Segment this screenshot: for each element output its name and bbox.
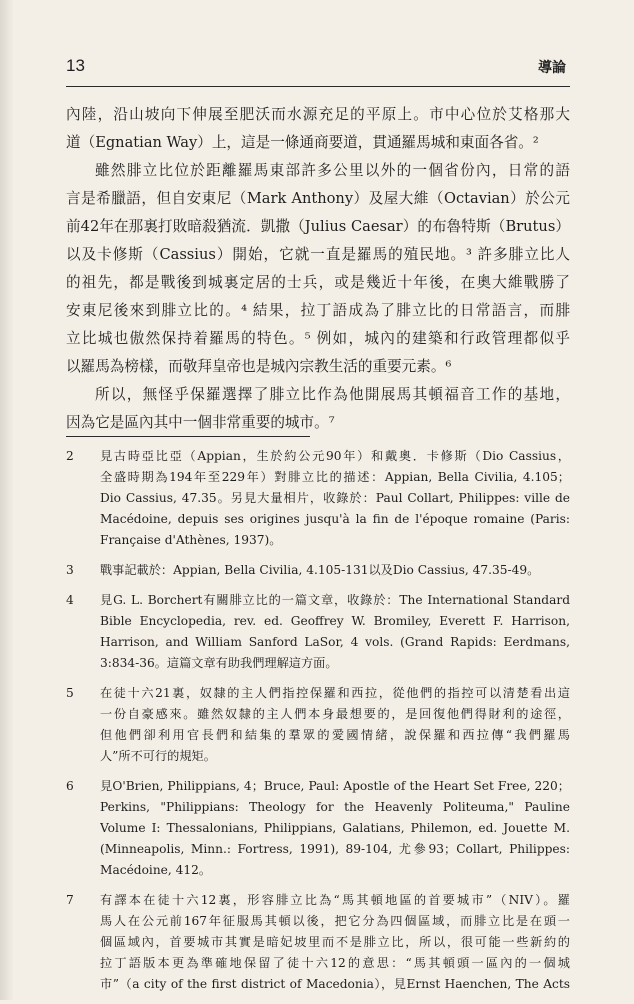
footnote-line: Dio Cassius, 47.35。另見大量相片，收錄於：Paul Collart, Philippes: ville de — [100, 491, 570, 505]
footnote-2 — [66, 446, 570, 551]
footnote-6 — [66, 776, 570, 881]
footnote-line: Macédoine, depuis ses origines jusqu'à la fin de l'époque romaine (Paris: — [100, 512, 570, 526]
footnote-line: 一份自豪感來。雖然奴隸的主人們本身最想要的，是回復他們得財利的途徑， — [100, 707, 570, 721]
spine-shadow — [0, 0, 14, 1000]
footnote-number: 2 — [66, 449, 74, 463]
body-line: 因為它是區內其中一個非常重要的城市。⁷ — [66, 414, 335, 431]
body-line: 的祖先，都是戰後到城裏定居的士兵，或是幾近十年後，在奧大維戰勝了 — [66, 274, 570, 291]
footnote-line: Harrison, and William Sanford LaSor, 4 vols. (Grand Rapids: Eerdmans, — [100, 635, 570, 649]
footnote-line: Française d'Athènes, 1937)。 — [100, 533, 282, 547]
footnote-line: 但他們卻利用官長們和結集的羣眾的愛國情緒，說保羅和西拉傳“我們羅馬 — [100, 728, 570, 742]
header-rule — [66, 86, 570, 87]
page-number: 13 — [66, 56, 85, 75]
body-line: 前42年在那裏打敗暗殺猶流．凱撒（Julius Caesar）的布魯特斯（Brutus） — [66, 218, 570, 235]
body-line: 安東尼後來到腓立比的。⁴ 結果，拉丁語成為了腓立比的日常語言，而腓 — [66, 302, 570, 319]
footnote-line: 拉丁語版本更為準確地保留了徒十六12的意思：“馬其頓頭一區內的一個城 — [100, 956, 570, 970]
footnote-line: Macédoine, 412。 — [100, 863, 212, 877]
footnote-number: 6 — [66, 779, 74, 793]
body-line: 道（Egnatian Way）上，這是一條通商要道，貫通羅馬城和東面各省。² — [66, 134, 539, 151]
footnote-line: Bible Encyclopedia, rev. ed. Geoffrey W. Bromiley, Everett F. Harrison, — [100, 614, 570, 628]
footnote-5 — [66, 683, 570, 767]
footnote-line: 市”（a city of the first district of Macedonia），見Ernst Haenchen, The Acts — [100, 977, 570, 991]
footnote-number: 7 — [66, 893, 74, 907]
body-line: 內陸，沿山坡向下伸展至肥沃而水源充足的平原上。市中心位於艾格那大 — [66, 106, 570, 123]
footnote-7 — [66, 890, 570, 995]
body-line: 以羅馬為榜樣，而敬拜皇帝也是城內宗教生活的重要元素。⁶ — [66, 358, 452, 375]
footnotes — [66, 446, 570, 1004]
footnote-number: 5 — [66, 686, 74, 700]
body-line: 所以，無怪乎保羅選擇了腓立比作為他開展馬其頓福音工作的基地， — [95, 386, 570, 403]
footnote-line: 見G. L. Borchert有關腓立比的一篇文章，收錄於：The International Standard — [100, 593, 570, 607]
body-line: 言是希臘語，但自安東尼（Mark Anthony）及屋大維（Octavian）於公元 — [66, 190, 570, 207]
footnote-line: 3:834-36。這篇文章有助我們理解這方面。 — [100, 656, 338, 670]
footnote-line: 馬人在公元前167年征服馬其頓以後，把它分為四個區域，而腓立比是在頭一 — [100, 914, 570, 928]
footnote-line: 見古時亞比亞（Appian，生於約公元90年）和戴奧．卡修斯（Dio Cassius， — [100, 449, 570, 463]
footnote-4 — [66, 590, 570, 674]
footnote-line: 全盛時期為194年至229年）對腓立比的描述：Appian, Bella Civilia, 4.105； — [100, 470, 570, 484]
footnote-number: 4 — [66, 593, 74, 607]
body-line: 以及卡修斯（Cassius）開始，它就一直是羅馬的殖民地。³ 許多腓立比人 — [66, 246, 570, 263]
body-line: 雖然腓立比位於距離羅馬東部許多公里以外的一個省份內，日常的語 — [95, 162, 570, 179]
body-line: 立比城也傲然保持着羅馬的特色。⁵ 例如，城內的建築和行政管理都似乎 — [66, 330, 570, 347]
footnote-line: 人”所不可行的規矩。 — [100, 749, 216, 763]
footnote-line: 戰事記載於：Appian, Bella Civilia, 4.105-131以及Dio Cassius, 47.35-49。 — [100, 563, 540, 577]
page-header — [66, 56, 566, 82]
body-text — [66, 101, 570, 437]
running-head: 導論 — [538, 60, 566, 76]
footnote-3 — [66, 560, 570, 581]
footnote-line: 個區域內，首要城市其實是暗妃坡里而不是腓立比，所以，很可能一些新約的 — [100, 935, 570, 949]
footnote-line: Perkins, "Philippians: Theology for the Heavenly Politeuma," Pauline — [100, 800, 570, 814]
footnote-separator — [66, 436, 310, 437]
footnote-line: 有譯本在徒十六12裏，形容腓立比為“馬其頓地區的首要城市”（NIV）。羅 — [100, 893, 570, 907]
footnote-line: (Minneapolis, Minn.: Fortress, 1991), 89-104, 尤參93；Collart, Philippes: — [100, 842, 570, 856]
footnote-number: 3 — [66, 563, 74, 577]
footnote-line: Volume I: Thessalonians, Philippians, Galatians, Philemon, ed. Jouette M. — [100, 821, 570, 835]
footnote-line: 在徒十六21裏，奴隸的主人們指控保羅和西拉，從他們的指控可以清楚看出這 — [100, 686, 570, 700]
footnote-line: 見O'Brien, Philippians, 4；Bruce, Paul: Apostle of the Heart Set Free, 220； — [100, 779, 570, 793]
